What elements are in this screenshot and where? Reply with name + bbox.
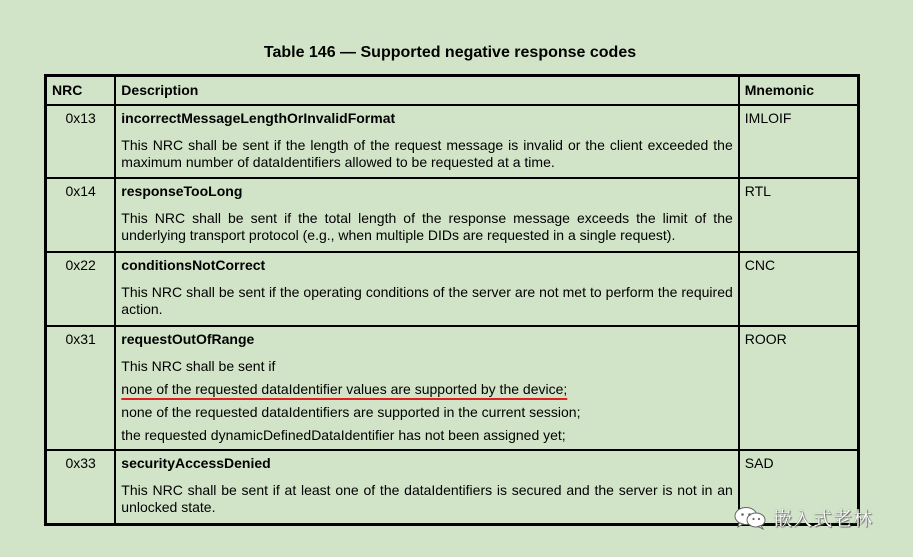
nrc-mnemonic: RTL bbox=[739, 178, 859, 252]
nrc-table bbox=[44, 74, 860, 526]
nrc-description: This NRC shall be sent if at least one of the dataIdentifiers is secured and the server is not in an unlocked state. bbox=[121, 482, 733, 515]
header-mnemonic: Mnemonic bbox=[739, 76, 859, 106]
nrc-mnemonic: SAD bbox=[739, 450, 859, 524]
nrc-mnemonic: ROOR bbox=[739, 326, 859, 450]
condition-item: the requested dynamicDefinedDataIdentifier has not been assigned yet; bbox=[121, 427, 566, 443]
nrc-name: securityAccessDenied bbox=[121, 455, 271, 471]
nrc-code: 0x14 bbox=[46, 178, 116, 252]
nrc-name: requestOutOfRange bbox=[121, 331, 255, 347]
nrc-description: This NRC shall be sent if the operating conditions of the server are not met to perform the required action. bbox=[121, 284, 733, 317]
watermark bbox=[733, 504, 873, 531]
condition-item: none of the requested dataIdentifiers are supported in the current session; bbox=[121, 404, 581, 420]
nrc-mnemonic: CNC bbox=[739, 252, 859, 326]
nrc-description-cell bbox=[115, 326, 738, 450]
nrc-name: incorrectMessageLengthOrInvalidFormat bbox=[121, 110, 396, 126]
nrc-description-cell bbox=[115, 105, 738, 178]
nrc-description: This NRC shall be sent if bbox=[121, 358, 276, 374]
nrc-description: This NRC shall be sent if the total length of the response message exceeds the limit of the underlying transport protocol (e.g., when multiple DIDs are requested in a single request). bbox=[121, 210, 733, 243]
nrc-mnemonic: IMLOIF bbox=[739, 105, 859, 178]
table-title: Table 146 — Supported negative response codes bbox=[263, 44, 637, 61]
nrc-description-cell bbox=[115, 450, 738, 524]
nrc-description-cell bbox=[115, 178, 738, 252]
condition-item bbox=[121, 381, 732, 398]
nrc-name: conditionsNotCorrect bbox=[121, 257, 266, 273]
nrc-code: 0x22 bbox=[46, 252, 116, 326]
header-description: Description bbox=[115, 76, 738, 106]
watermark-text: 嵌入式老林 bbox=[773, 508, 874, 530]
nrc-description-cell bbox=[115, 252, 738, 326]
nrc-description: This NRC shall be sent if the length of the request message is invalid or the client exceeded the maximum number of dataIdentifiers allowed to be requested at a time. bbox=[121, 137, 733, 170]
nrc-name: responseTooLong bbox=[121, 183, 243, 199]
table-row bbox=[46, 252, 859, 326]
wechat-icon bbox=[733, 506, 767, 530]
table-row bbox=[46, 178, 859, 252]
nrc-code: 0x13 bbox=[46, 105, 116, 178]
table-row bbox=[46, 105, 859, 178]
table-header-row bbox=[46, 76, 859, 106]
header-nrc: NRC bbox=[46, 76, 116, 106]
nrc-code: 0x31 bbox=[46, 326, 116, 450]
table-row bbox=[46, 326, 859, 450]
highlighted-condition: none of the requested dataIdentifier values are supported by the device; bbox=[121, 381, 568, 397]
nrc-code: 0x33 bbox=[46, 450, 116, 524]
